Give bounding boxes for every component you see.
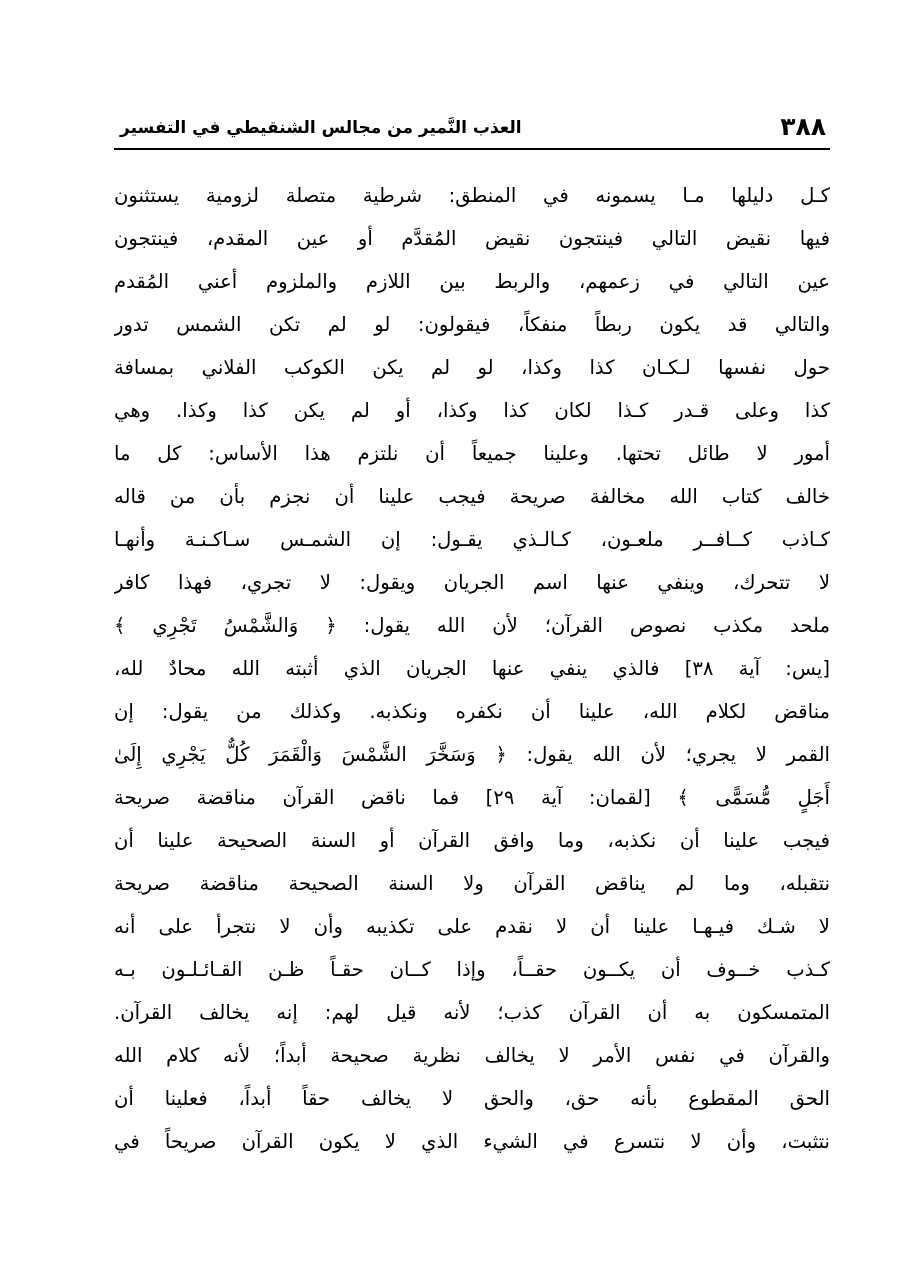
text-line: فيها نقيض التالي فينتجون نقيض المُقدَّم أو عين المقدم، فينتجون [114,227,830,250]
running-head [114,108,830,148]
text-line: فيجب علينا أن نكذبه، وما وافق القرآن أو السنة الصحيحة علينا أن [114,829,830,852]
text-line: حول نفسها لـكـان كذا وكذا، لو لم يكن الكوكب الفلاني بمسافة [114,356,830,379]
text-line: كـل دليلها مـا يسمونه في المنطق: شرطية متصلة لزومية يستثنون [114,184,830,207]
text-line: والقرآن في نفس الأمر لا يخالف نظرية صحيحة أبداً؛ لأنه كلام الله [114,1044,830,1067]
document-page [114,0,830,1271]
text-line: كذا وعلى قـدر كـذا لكان كذا وكذا، أو لم يكن كذا وكذا. وهي [114,399,830,422]
text-line: عين التالي في زعمهم، والربط بين اللازم والملزوم أعني المُقدم [114,270,830,293]
text-line: الحق المقطوع بأنه حق، والحق لا يخالف حقاً أبداً، فعلينا أن [114,1087,830,1110]
text-line: كـاذب كــافــر ملعـون، كـالـذي يقـول: إن الشمـس سـاكـنـة وأنهـا [114,528,830,551]
text-line-with-verse: أَجَلٍ مُّسَمًّى ﴾ [لقمان: آية ٢٩] فما ناقض القرآن مناقضة صريحة [114,786,830,809]
text-line-with-verse: القمر لا يجري؛ لأن الله يقول: ﴿ وَسَخَّرَ الشَّمْسَ وَالْقَمَرَ كُلٌّ يَجْرِي إِلَىٰ [114,743,830,766]
text-line: لا تتحرك، وينفي عنها اسم الجريان ويقول: لا تجري، فهذا كافر [114,571,830,594]
text-line: المتمسكون به أن القرآن كذب؛ لأنه قيل لهم: إنه يخالف القرآن. [114,1001,830,1024]
body-text [114,174,830,1163]
text-line: أمور لا طائل تحتها. وعلينا جميعاً أن نلتزم هذا الأساس: كل ما [114,442,830,465]
text-line: كـذب خــوف أن يكــون حقــاً، وإذا كــان حقـاً ظـن القـائـلـون بـه [114,958,830,981]
text-line: نتقبله، وما لم يناقض القرآن ولا السنة الصحيحة مناقضة صريحة [114,872,830,895]
text-line: نتثبت، وأن لا نتسرع في الشيء الذي لا يكون القرآن صريحاً في [114,1130,830,1153]
text-line: لا شـك فيـهـا علينا أن لا نقدم على تكذيبه وأن لا نتجرأ على أنه [114,915,830,938]
text-line: خالف كتاب الله مخالفة صريحة فيجب علينا أن نجزم بأن من قاله [114,485,830,508]
header-rule [114,148,830,150]
text-line: [يس: آية ٣٨] فالذي ينفي عنها الجريان الذي أثبته الله محادٌ لله، [114,657,830,680]
text-line: والتالي قد يكون ربطاً منفكاً، فيقولون: لو لم تكن الشمس تدور [114,313,830,336]
text-line-with-verse: ملحد مكذب نصوص القرآن؛ لأن الله يقول: ﴿ وَالشَّمْسُ تَجْرِي ﴾ [114,614,830,637]
text-line: مناقض لكلام الله، علينا أن نكفره ونكذبه. وكذلك من يقول: إن [114,700,830,723]
page-number: ٣٨٨ [780,112,826,141]
book-title: العذب النَّمير من مجالس الشنقيطي في التفسير [120,118,522,138]
